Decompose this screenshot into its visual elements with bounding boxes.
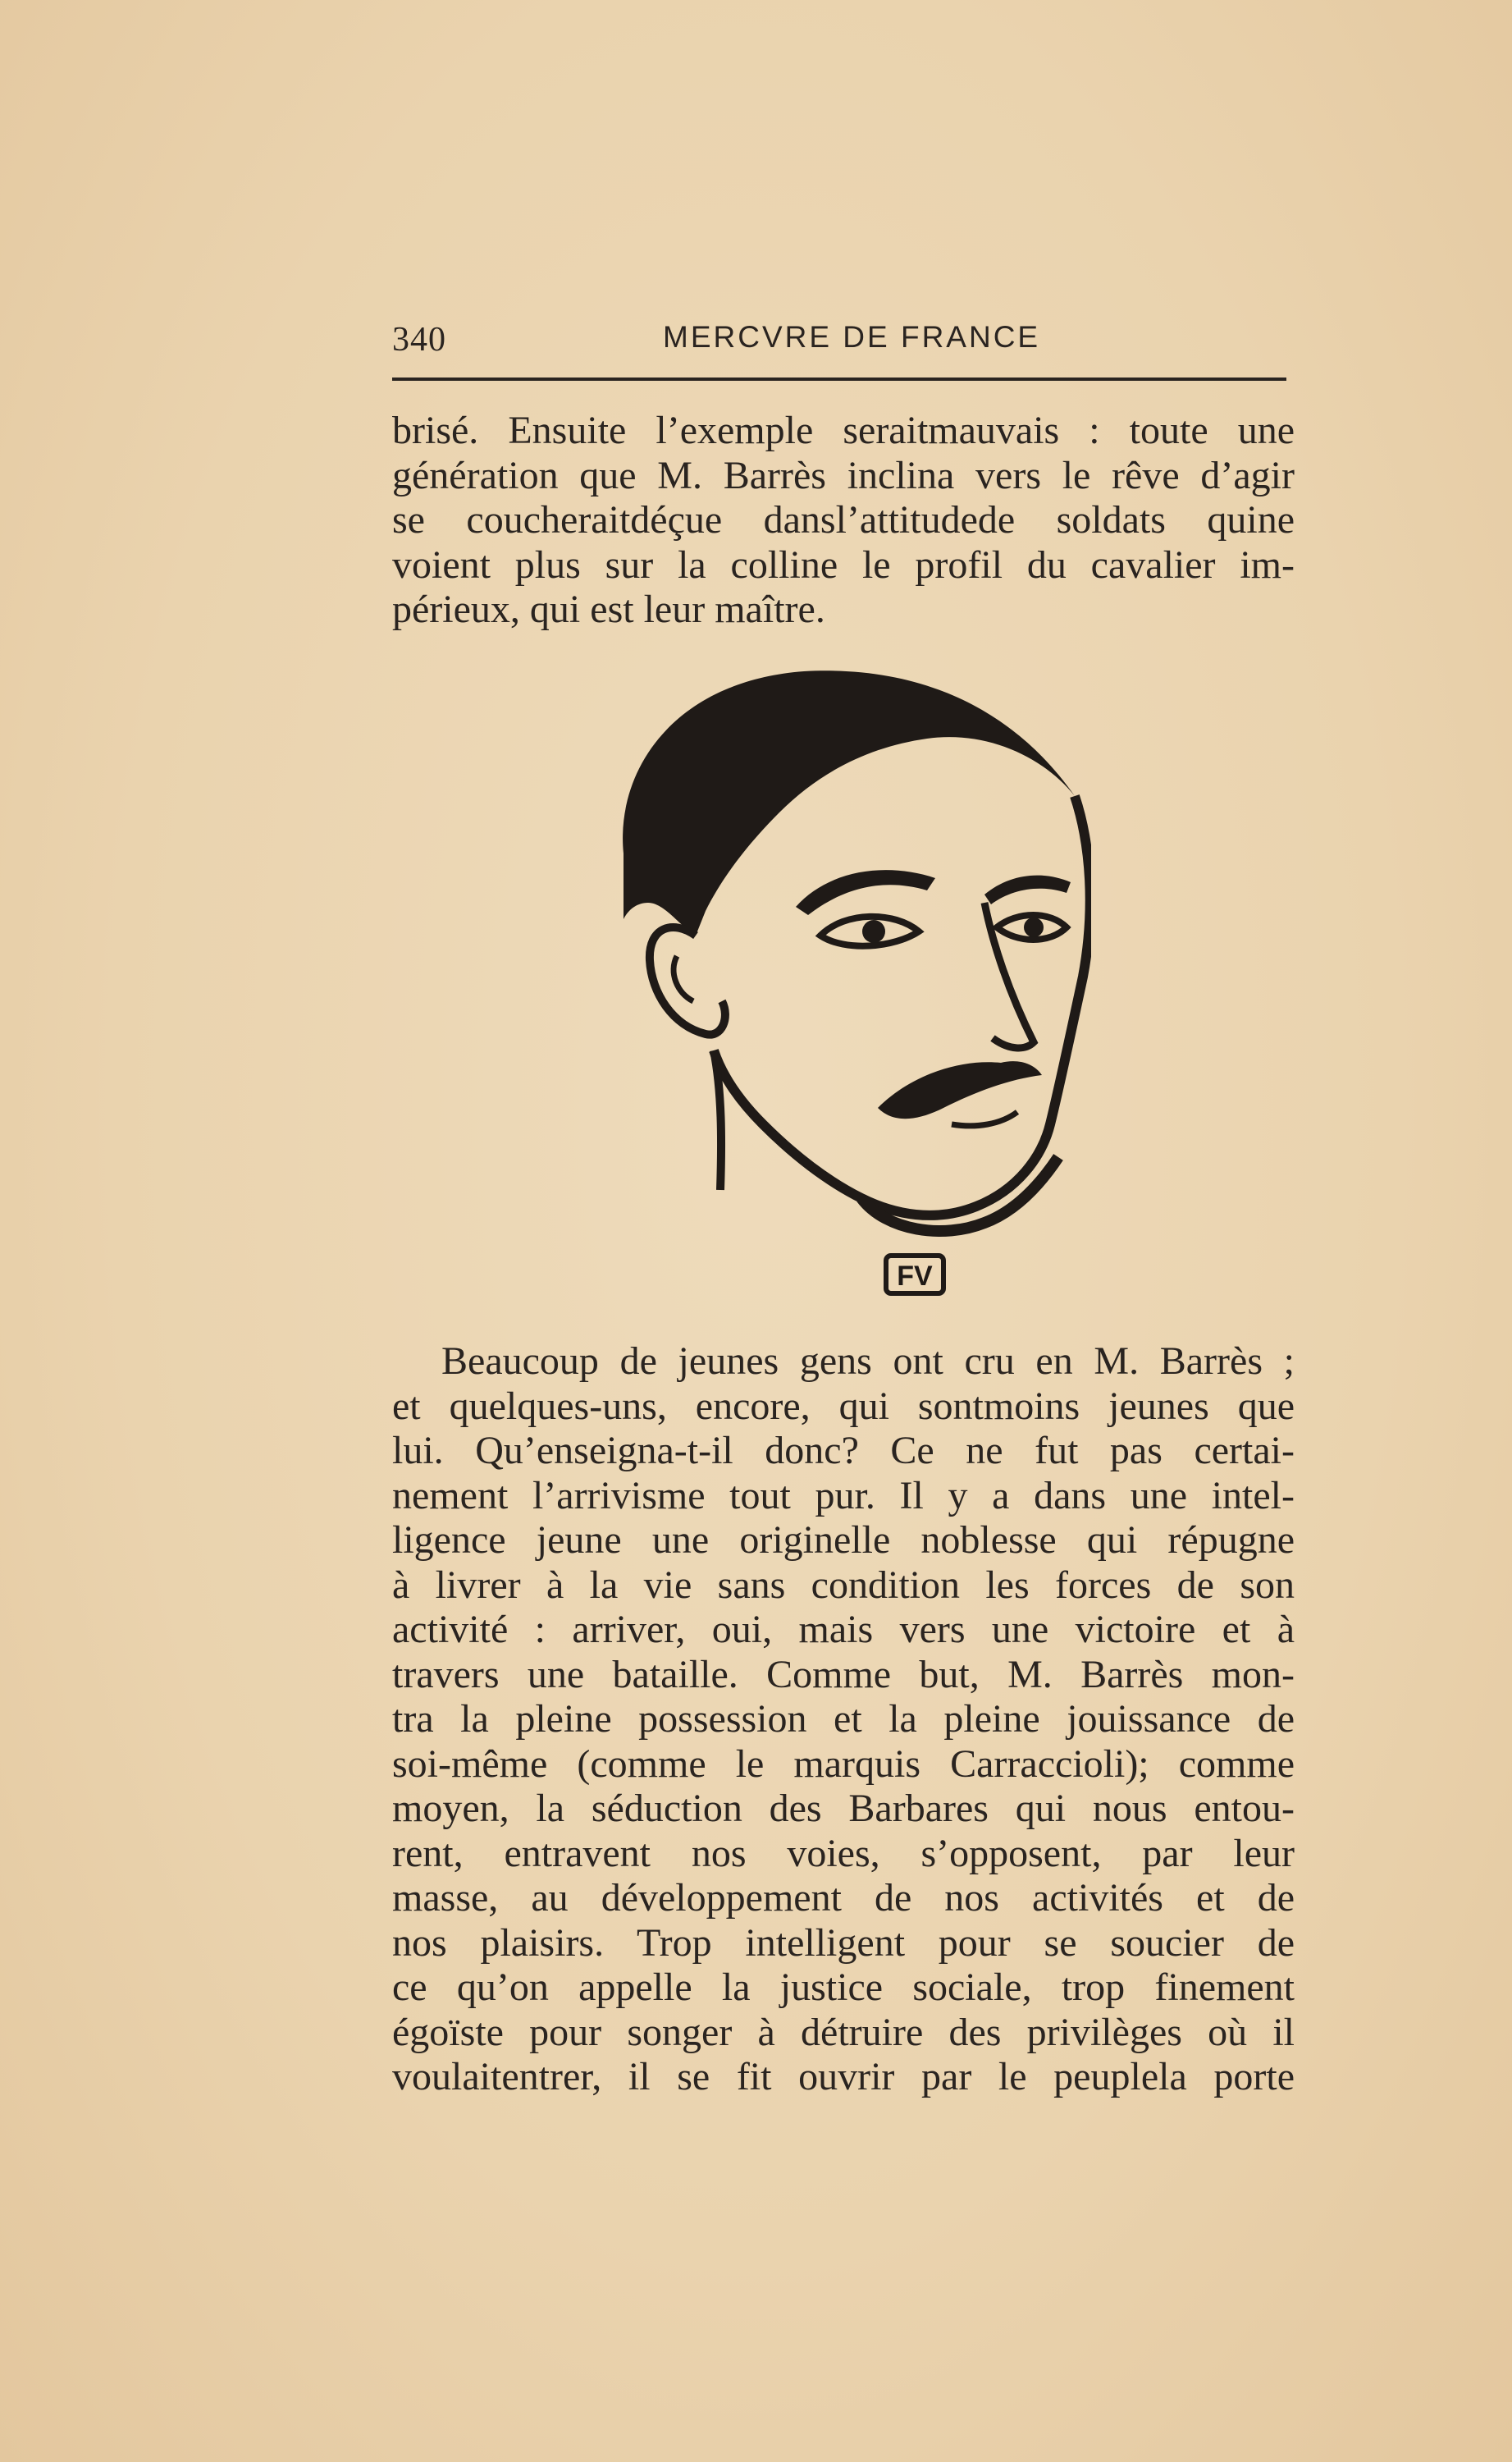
paragraph-1 [392,409,1295,633]
portrait-illustration [599,665,1091,1305]
text-line: soi-même (comme le marquis Carraccioli); comme [392,1741,1295,1786]
header-rule [392,378,1286,381]
text-line: nement l’arrivisme tout pur. Il y a dans une intel- [392,1473,1295,1517]
text-line: activité : arriver, oui, mais vers une victoire et à [392,1608,1295,1651]
text-line: voulaitentrer, il se fit ouvrir par le peuplela porte [392,2055,1295,2098]
portrait-hair [623,670,1075,936]
text-line: lui. Qu’enseigna-t-il donc? Ce ne fut pas certai- [392,1429,1295,1472]
text-line: ligence jeune une originelle noblesse qui répugne [392,1518,1295,1562]
paragraph-2 [392,1339,1295,2100]
portrait-eyebrow-left [796,870,935,915]
portrait-eyebrow-right [984,876,1071,904]
page-header [392,320,1286,369]
page-number: 340 [392,321,446,359]
text-line: tra la pleine possession et la pleine jouissance de [392,1697,1295,1741]
text-line: à livrer à la vie sans condition les forces de son [392,1563,1295,1607]
text-line: se coucheraitdéçue dansl’attitudede soldats quine [392,498,1295,542]
text-line: moyen, la séduction des Barbares qui nous entou- [392,1787,1295,1830]
text-line: ce qu’on appelle la justice sociale, trop finement [392,1965,1295,2009]
portrait-ear [650,927,725,1035]
text-line: égoïste pour songer à détruire des privilèges où il [392,2010,1295,2054]
text-line: travers une bataille. Comme but, M. Barrès mon- [392,1652,1295,1696]
text-line: nos plaisirs. Trop intelligent pour se soucier de [392,1920,1295,1965]
text-line: et quelques-uns, encore, qui sontmoins jeunes que [392,1384,1295,1428]
text-line: masse, au développement de nos activités et de [392,1876,1295,1920]
text-line: Beaucoup de jeunes gens ont cru en M. Barrès ; [441,1339,1295,1383]
portrait-face-outline [714,796,1090,1215]
text-line: brisé. Ensuite l’exemple seraitmauvais : toute une [392,409,1295,452]
text-line: génération que M. Barrès inclina vers le rêve d’agir [392,453,1295,497]
monogram-text: FV [897,1261,933,1292]
text-line: périeux, qui est leur maître. [392,588,825,631]
text-line: voient plus sur la colline le profil du cavalier im- [392,542,1295,587]
running-head: MERCVRE DE FRANCE [663,320,1041,354]
portrait-neck [714,1050,721,1190]
text-line: rent, entravent nos voies, s’opposent, par leur [392,1831,1295,1875]
portrait-mustache [878,1061,1042,1119]
